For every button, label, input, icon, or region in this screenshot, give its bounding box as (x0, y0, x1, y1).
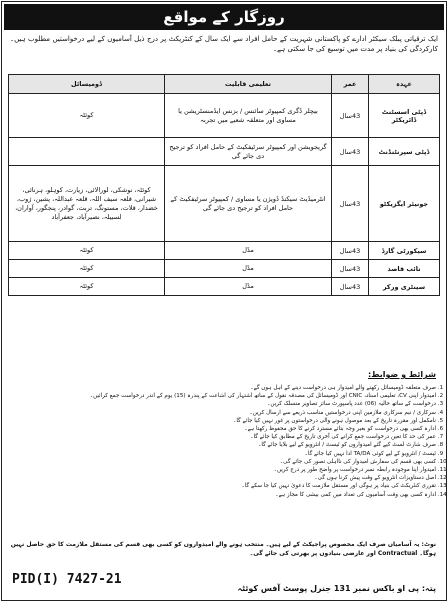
table-row (9, 278, 440, 296)
note-paragraph: نوٹ: یہ آسامیاں صرف ایک مخصوص پراجیکٹ کے لیے ہیں۔ منتخب ہونے والے امیدواروں کو کسی بھی قسم کی مستقل ملازمت کا حق حاصل نہیں ہوگا۔ Contractual اور عارضی بنیادوں پر بھرتی کی جائے گی۔ (10, 541, 436, 557)
intro-paragraph: ایک ترقیاتی پبلک سیکٹر ادارے کو پاکستانی شہریت کے حامل افراد سے ایک سال کے کنٹریکٹ پر درج ذیل آسامیوں کے لیے درخواستیں مطلوب ہیں۔ کارکردگی کی بنیاد پر مدت میں توسیع کی جا سکتی ہے۔ (10, 35, 438, 53)
row-post: ڈپٹی اسسٹنٹ ڈائریکٹر (369, 94, 440, 138)
row-post: سینٹری ورکر (369, 278, 440, 296)
jobs-table (8, 74, 440, 296)
list-item: 13. تقرری کنٹریکٹ کی بنیاد پر ہوگی اور مستقل ملازمت کا دعویٰ نہیں کیا جا سکے گا۔ (10, 482, 436, 490)
advertisement-page (1, 1, 447, 601)
header-band (4, 4, 444, 30)
row-domicile: کوئٹہ (9, 94, 165, 138)
list-item: 2. امیدوار اپنی CV، تعلیمی اسناد، CNIC اور ڈومیسائل کی مصدقہ نقول کے ساتھ اشتہار کی اشاعت کے پندرہ (15) یوم کے اندر درخواست جمع کرائیں۔ (10, 392, 436, 400)
table-row (9, 138, 440, 166)
row-qualification: مڈل (165, 260, 332, 278)
list-item: 9. ٹیسٹ / انٹرویو کے لیے کوئی TA/DA ادا نہیں کیا جائے گا۔ (10, 450, 436, 458)
row-post: جونیئر ایگزیکٹو (369, 166, 440, 242)
table-row (9, 260, 440, 278)
list-item: 5. نامکمل اور مقررہ تاریخ کے بعد موصول ہونے والی درخواستوں پر غور نہیں کیا جائے گا۔ (10, 417, 436, 425)
table-row (9, 242, 440, 260)
row-domicile: کوئٹہ (9, 278, 165, 296)
list-item: 1. صرف متعلقہ ڈومیسائل رکھنے والے امیدوار ہی درخواست دینے کے اہل ہوں گے۔ (10, 384, 436, 392)
row-qualification: مڈل (165, 242, 332, 260)
list-item: 3. درخواست کے ساتھ حالیہ (06) عدد پاسپورٹ سائز تصاویر منسلک کریں۔ (10, 400, 436, 408)
row-post: ڈپٹی سپرنٹنڈنٹ (369, 138, 440, 166)
page-title: روزگار کے مواقع (163, 8, 285, 26)
list-item: 11. امیدوار اپنا موجودہ رابطہ نمبر درخواست پر واضح طور پر درج کریں۔ (10, 466, 436, 474)
row-qualification: مڈل (165, 278, 332, 296)
list-item: 6. ادارہ کسی بھی درخواست کو بغیر وجہ بتائے مسترد کرنے کا حق محفوظ رکھتا ہے۔ (10, 425, 436, 433)
postal-address: پتہ: پی او باکس نمبر 131 جنرل پوسٹ آفس کوئٹہ (237, 584, 436, 593)
row-domicile: کوئٹہ (9, 242, 165, 260)
list-item: 12. اصل دستاویزات انٹرویو کے وقت پیش کرنا ہوں گی۔ (10, 474, 436, 482)
row-domicile (9, 138, 165, 166)
row-age: 43سال (332, 242, 369, 260)
list-item: 10. کسی بھی قسم کی سفارش امیدوار کی نااہلی تصور کی جائے گی۔ (10, 458, 436, 466)
row-post: نائب قاصد (369, 260, 440, 278)
conditions-title: شرائط و ضوابط: (368, 370, 436, 379)
row-qualification: انٹرمیڈیٹ سیکنڈ ڈویژن یا مساوی / کمپیوٹر سرٹیفکیٹ کے حامل افراد کو ترجیح دی جائے گی (165, 166, 332, 242)
table-row (9, 94, 440, 138)
row-qualification: گریجویشن اور کمپیوٹر سرٹیفکیٹ کے حامل افراد کو ترجیح دی جائے گی (165, 138, 332, 166)
table-row (9, 166, 440, 242)
jobs-table-header (9, 75, 440, 94)
row-domicile: کوئٹہ (9, 260, 165, 278)
row-post: سیکورٹی گارڈ (369, 242, 440, 260)
row-age: 43سال (332, 94, 369, 138)
list-item: 14. ادارہ کسی بھی وقت آسامیوں کی تعداد میں کمی بیشی کا مجاز ہے۔ (10, 491, 436, 499)
pid-code: PID(I) 7427-21 (12, 572, 122, 587)
header-post: عہدہ (369, 75, 440, 94)
row-age: 43سال (332, 166, 369, 242)
list-item: 8. صرف شارٹ لسٹ کیے گئے امیدواروں کو ٹیسٹ / انٹرویو کے لیے بلایا جائے گا۔ (10, 441, 436, 449)
row-domicile: کوئٹہ، نوشکی، لورالائی، زیارت، کوہلو، ہرنائی، شیرانی، قلعہ سیف اللہ، قلعہ عبداللہ، پشین، ژوب، خضدار، قلات، مستونگ، تربت، گوادر، پنجگور، آواران، لسبیلہ، نصیرآباد، جعفرآباد (9, 166, 165, 242)
header-age: عمر (332, 75, 369, 94)
list-item: 4. سرکاری / نیم سرکاری ملازمین اپنی درخواستیں مناسب ذریعے سے ارسال کریں۔ (10, 409, 436, 417)
row-qualification: بیچلر ڈگری کمپیوٹر سائنس / بزنس ایڈمنسٹریشن یا مساوی اور متعلقہ شعبے میں تجربہ (165, 94, 332, 138)
list-item: 7. عمر کی حد کا تعین درخواست جمع کرانے کی آخری تاریخ کے مطابق کیا جائے گا۔ (10, 433, 436, 441)
header-domicile: ڈومیسائل (9, 75, 165, 94)
row-age: 43سال (332, 278, 369, 296)
row-age: 43سال (332, 138, 369, 166)
row-age: 43سال (332, 260, 369, 278)
header-qualification: تعلیمی قابلیت (165, 75, 332, 94)
conditions-list (10, 384, 448, 499)
